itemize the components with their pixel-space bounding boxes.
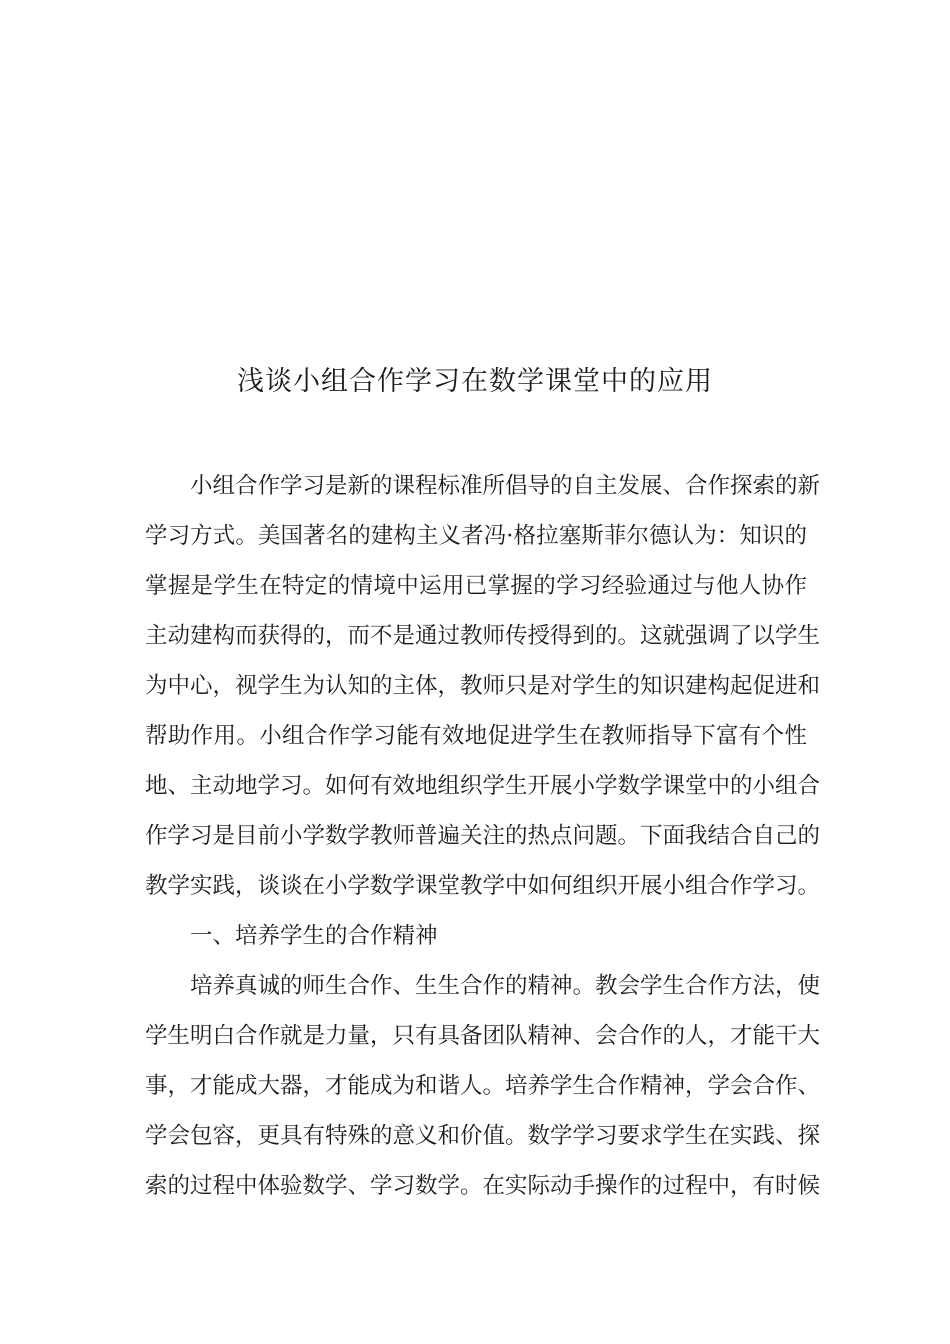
document-body <box>145 466 821 1216</box>
document-title: 浅谈小组合作学习在数学课堂中的应用 <box>237 366 713 397</box>
section-heading: 一、培养学生的合作精神 <box>190 923 438 949</box>
text-line: 学生明白合作就是力量，只有具备团队精神、会合作的人，才能干大 <box>145 1023 821 1049</box>
text-line: 培养真诚的师生合作、生生合作的精神。教会学生合作方法，使 <box>190 973 821 999</box>
text-line: 为中心，视学生为认知的主体，教师只是对学生的知识建构起促进和 <box>145 673 821 699</box>
text-line: 地、主动地学习。如何有效地组织学生开展小学数学课堂中的小组合 <box>145 773 821 799</box>
text-line: 小组合作学习是新的课程标准所倡导的自主发展、合作探索的新 <box>190 473 821 499</box>
paragraph-2 <box>145 966 821 1216</box>
paragraph-1 <box>145 466 821 916</box>
text-line: 主动建构而获得的，而不是通过教师传授得到的。这就强调了以学生 <box>145 623 821 649</box>
text-line: 帮助作用。小组合作学习能有效地促进学生在教师指导下富有个性 <box>145 723 807 749</box>
text-line: 作学习是目前小学数学教师普遍关注的热点问题。下面我结合自己的 <box>145 823 821 849</box>
text-line: 索的过程中体验数学、学习数学。在实际动手操作的过程中，有时候 <box>145 1173 821 1199</box>
text-line: 学会包容，更具有特殊的意义和价值。数学学习要求学生在实践、探 <box>145 1123 821 1149</box>
text-line: 学习方式。美国著名的建构主义者冯·格拉塞斯菲尔德认为：知识的 <box>145 523 807 549</box>
text-line: 教学实践，谈谈在小学数学课堂教学中如何组织开展小组合作学习。 <box>145 873 821 899</box>
text-line: 掌握是学生在特定的情境中运用已掌握的学习经验通过与他人协作 <box>145 573 807 599</box>
text-line: 事，才能成大器，才能成为和谐人。培养学生合作精神，学会合作、 <box>145 1073 821 1099</box>
